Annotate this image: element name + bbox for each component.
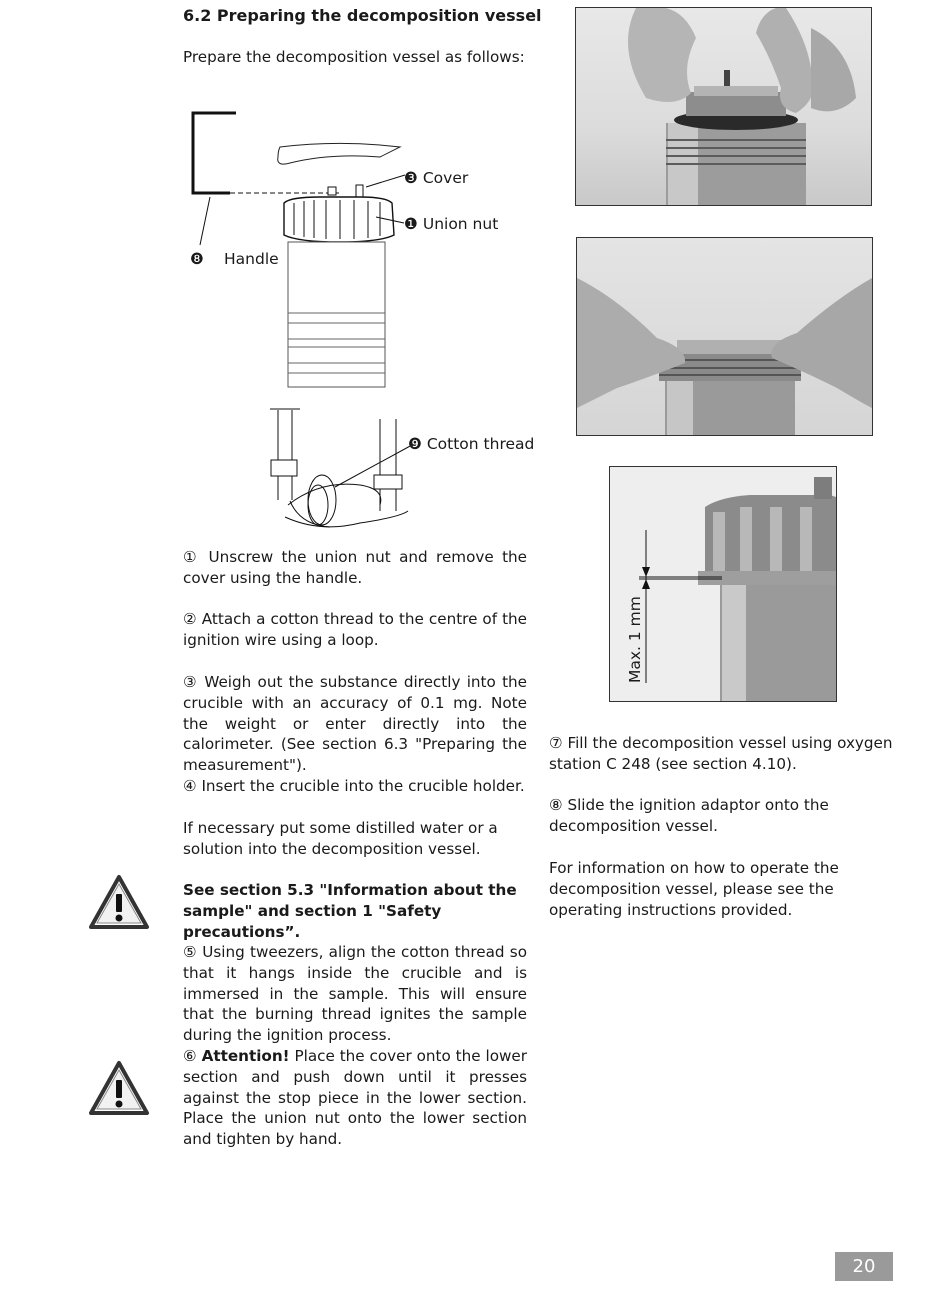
- thread-label-text: Cotton thread: [426, 435, 535, 453]
- note-water: If necessary put some distilled water or a solution into the decomposition vessel.: [183, 819, 498, 858]
- operating-info: For information on how to operate the decomposition vessel, please see the operating instructions provided.: [549, 859, 839, 919]
- photo-tightening-nut: [576, 237, 873, 436]
- photo-content: [577, 238, 872, 435]
- step-2: ② Attach a cotton thread to the centre of the ignition wire using a loop.: [183, 610, 527, 649]
- step-4: ④ Insert the crucible into the crucible holder.: [183, 777, 525, 795]
- warning-icon: [88, 1060, 150, 1116]
- page-heading: 6.2 Preparing the decomposition vessel: [183, 6, 542, 25]
- photo-content: [576, 8, 871, 205]
- label-cover: [404, 169, 468, 187]
- attention-label: Attention!: [201, 1047, 290, 1065]
- step-8: ⑧ Slide the ignition adaptor onto the decomposition vessel.: [549, 796, 829, 835]
- step-6: [183, 1046, 527, 1150]
- callout-9-icon: ❾: [408, 435, 422, 453]
- max-gap-label: Max. 1 mm: [626, 596, 644, 683]
- step-5: ⑤ Using tweezers, align the cotton thread so that it hangs inside the crucible and is immersed in the sample. This will ensure that the burning thread ignites the sample during the ignition process.: [183, 943, 527, 1045]
- step-6-text: Place the cover onto the lower section and push down until it presses against the stop piece in the lower section. Place the union nut onto the lower section and tighten by hand.: [183, 1047, 527, 1149]
- callout-3-icon: ❸: [404, 169, 418, 187]
- photo-removing-cover: [575, 7, 872, 206]
- step-3: ③ Weigh out the substance directly into the crucible with an accuracy of 0.1 mg. Note the weight or enter directly into the calorimeter. (See section 6.3 "Preparing the measurement").: [183, 673, 527, 775]
- label-cotton-thread: [408, 435, 534, 453]
- warning-text-1: See section 5.3 "Information about the sample" and section 1 "Safety precautions”.: [183, 881, 517, 941]
- union-label-text: Union nut: [422, 215, 499, 233]
- warning-icon: [88, 874, 150, 930]
- callout-1-icon: ❶: [404, 215, 418, 233]
- cover-label-text: Cover: [422, 169, 469, 187]
- step-6-number: ⑥: [183, 1047, 197, 1065]
- step-1: ① Unscrew the union nut and remove the cover using the handle.: [183, 548, 527, 587]
- intro-text: Prepare the decomposition vessel as follows:: [183, 48, 525, 66]
- label-union-nut: [404, 215, 498, 233]
- label-handle: Handle: [224, 250, 279, 268]
- page-number: 20: [835, 1252, 893, 1281]
- cotton-thread-drawing: [260, 405, 430, 535]
- label-handle-num: ❽: [190, 250, 204, 268]
- step-7: ⑦ Fill the decomposition vessel using oxygen station C 248 (see section 4.10).: [549, 734, 893, 773]
